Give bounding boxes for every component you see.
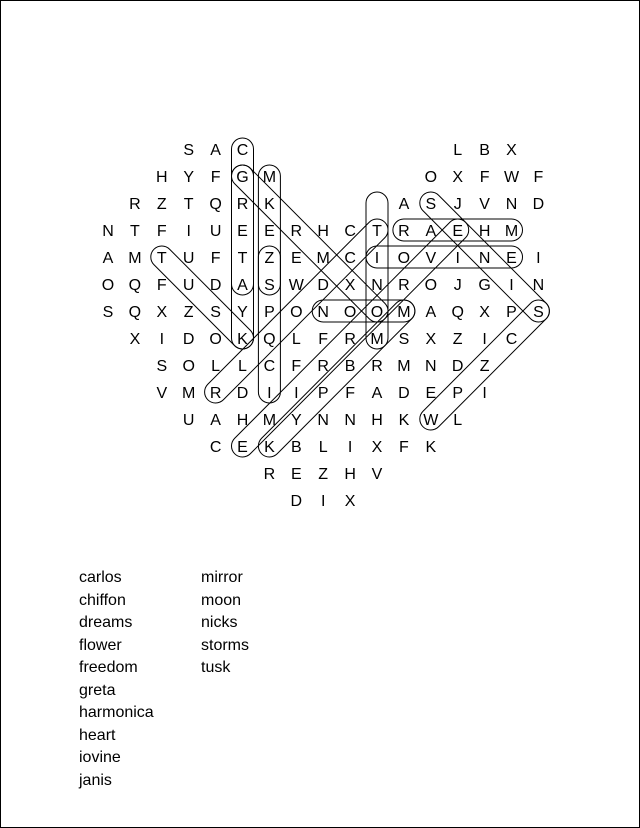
found-word-loop-carlos [232,138,254,295]
grid-letter[interactable]: R [236,196,249,213]
grid-letter[interactable]: H [236,412,249,429]
grid-letter[interactable]: F [210,250,221,267]
grid-letter[interactable]: I [536,250,541,267]
grid-letter[interactable]: S [102,304,114,321]
grid-letter[interactable]: R [398,223,410,240]
grid-letter[interactable]: A [425,223,437,240]
grid-letter[interactable]: X [452,169,464,186]
grid-letter[interactable]: W [423,412,439,429]
grid-letter[interactable]: C [505,331,518,348]
found-word-loop-mirror [254,295,420,461]
grid-letter[interactable]: I [482,331,487,348]
grid-letter[interactable]: B [290,439,302,456]
grid-letter[interactable]: Q [128,277,142,294]
found-word-loop-iovine [366,246,523,268]
grid-letter[interactable]: M [316,250,330,267]
grid-letter[interactable]: E [290,250,302,267]
grid-letter[interactable]: Y [290,412,302,429]
grid-letter[interactable]: H [371,412,383,429]
grid-letter[interactable]: X [479,304,490,321]
word-list-item: freedom [79,659,138,676]
word-list-item: tusk [201,659,231,676]
grid-letter[interactable]: U [182,412,195,429]
grid-letter[interactable]: R [129,196,141,213]
grid-letter[interactable]: F [479,169,490,186]
grid-letter[interactable]: I [374,250,380,267]
grid-letter[interactable]: A [371,385,383,402]
grid-letter[interactable]: R [398,277,410,294]
grid-letter[interactable]: O [370,304,384,321]
grid-letter[interactable]: G [478,277,491,294]
grid-letter[interactable]: C [263,358,276,375]
word-list-column-1 [79,567,154,792]
grid-letter[interactable]: V [156,385,168,402]
grid-letter[interactable]: V [425,250,437,267]
grid-letter[interactable]: N [505,196,518,213]
grid-letter[interactable]: L [453,412,463,429]
grid-letter[interactable]: B [344,358,356,375]
grid-letter[interactable]: I [267,385,272,402]
word-list-column-2 [201,567,249,680]
grid-letter[interactable]: N [532,277,545,294]
grid-letter[interactable]: N [371,277,383,294]
grid-letter[interactable]: I [159,331,165,348]
grid-letter[interactable]: A [102,250,114,267]
grid-letter[interactable]: I [455,250,460,267]
grid-letters [102,142,544,510]
grid-letter[interactable]: F [345,385,355,402]
grid-letter[interactable]: R [209,385,222,402]
grid-letter[interactable]: V [371,466,383,483]
grid-letter[interactable]: K [425,439,437,456]
grid-letter[interactable]: I [482,385,487,402]
grid-letter[interactable]: P [452,385,464,402]
grid-letter[interactable]: M [370,331,384,348]
grid-letter[interactable]: S [156,358,168,375]
grid-letter[interactable]: M [182,385,196,402]
grid-letter[interactable]: E [452,223,464,240]
grid-letter[interactable]: A [237,277,248,294]
word-list-item: heart [79,726,116,744]
word-list-item: janis [79,771,112,789]
grid-letter[interactable]: W [288,277,304,294]
found-word-loop-storms [366,192,388,349]
grid-letter[interactable]: D [398,385,410,402]
grid-letter[interactable]: O [424,277,438,294]
grid-letter[interactable]: O [290,304,303,321]
found-word-loop-dreams [258,246,280,403]
grid-letter[interactable]: K [264,196,275,213]
grid-letter[interactable]: X [344,277,356,294]
grid-letter[interactable]: C [344,223,356,240]
grid-letter[interactable]: Y [183,169,195,186]
grid-letter[interactable]: E [264,223,275,240]
grid-letter[interactable]: W [503,169,520,186]
grid-letter[interactable]: X [156,304,168,321]
grid-letter[interactable]: R [263,466,276,483]
grid-letter[interactable]: Z [183,304,194,321]
grid-letter[interactable]: X [344,493,356,510]
found-word-loop-flower [227,160,393,326]
grid-letter[interactable]: B [479,142,490,159]
grid-letter[interactable]: H [478,223,491,240]
grid-letter[interactable]: T [130,223,140,240]
grid-letter[interactable]: X [129,331,141,348]
grid-letter[interactable]: T [156,250,167,267]
word-list-item: dreams [79,614,133,631]
grid-letter[interactable]: U [182,250,195,267]
grid-letter[interactable]: D [451,358,464,375]
grid-letter[interactable]: L [238,358,247,375]
word-list-item: chiffon [79,591,126,609]
grid-letter[interactable]: O [209,331,222,348]
grid-letter[interactable]: N [317,412,329,429]
grid-letter[interactable]: N [102,223,114,240]
grid-letter[interactable]: A [425,304,437,321]
grid-letter[interactable]: D [290,493,303,510]
grid-letter[interactable]: Y [237,304,248,321]
word-list-item: storms [201,636,249,654]
grid-letter[interactable]: E [237,223,248,240]
grid-letter[interactable]: O [343,304,357,321]
grid-letter[interactable]: G [236,169,249,186]
grid-letter[interactable]: F [318,331,329,348]
grid-letter[interactable]: N [344,412,356,429]
grid-letter[interactable]: M [397,358,411,375]
grid-letter[interactable]: Z [479,358,490,375]
grid-letter[interactable]: K [237,331,248,348]
grid-letter[interactable]: O [101,277,115,294]
grid-letter[interactable]: E [425,385,437,402]
grid-letter[interactable]: F [399,439,409,456]
grid-letter[interactable]: I [320,493,326,510]
grid-letter[interactable]: Q [128,304,142,321]
grid-letter[interactable]: R [290,223,303,240]
word-list-item: carlos [79,569,122,586]
word-list-item: moon [201,591,242,609]
grid-letter[interactable]: K [264,439,275,456]
grid-letter[interactable]: S [398,331,410,348]
grid-letter[interactable]: N [425,358,437,375]
grid-letter[interactable]: H [344,466,356,483]
grid-letter[interactable]: C [209,439,222,456]
grid-letter[interactable]: P [506,304,517,321]
grid-letter[interactable]: L [453,142,463,159]
grid-letter[interactable]: F [156,277,167,294]
grid-letter[interactable]: S [533,304,544,321]
grid-letter[interactable]: Z [156,196,167,213]
grid-letter[interactable]: U [209,223,222,240]
word-list-item: iovine [79,749,121,766]
grid-letter[interactable]: O [182,358,195,375]
grid-letter[interactable]: F [210,169,221,186]
word-search-grid[interactable] [1,1,639,541]
grid-letter[interactable]: X [371,439,383,456]
grid-letter[interactable]: C [344,250,356,267]
grid-letter[interactable]: I [509,277,514,294]
grid-letter[interactable]: P [264,304,275,321]
grid-letter[interactable]: R [317,358,329,375]
grid-letter[interactable]: S [264,277,275,294]
word-list-item: nicks [201,614,238,631]
grid-letter[interactable]: I [294,385,299,402]
word-list-item: mirror [201,569,243,586]
grid-letter[interactable]: J [453,277,462,294]
grid-letter[interactable]: P [317,385,329,402]
grid-letter[interactable]: Q [263,331,276,348]
grid-letter[interactable]: A [398,196,410,213]
grid-letter[interactable]: D [236,385,249,402]
grid-letter[interactable]: J [453,196,462,213]
grid-letter[interactable]: M [262,412,277,429]
grid-letter[interactable]: F [156,223,167,240]
grid-letter[interactable]: T [372,223,382,240]
grid-letter[interactable]: D [182,331,195,348]
grid-letter[interactable]: E [506,250,517,267]
grid-letter[interactable]: S [425,196,437,213]
grid-letter[interactable]: E [237,439,248,456]
grid-letter[interactable]: X [425,331,437,348]
grid-letter[interactable]: I [186,223,191,240]
grid-letter[interactable]: Z [452,331,463,348]
grid-letter[interactable]: F [291,358,302,375]
grid-letter[interactable]: Z [264,250,275,267]
grid-letter[interactable]: S [210,304,221,321]
grid-letter[interactable]: S [183,142,195,159]
grid-letter[interactable]: R [371,358,383,375]
grid-letter[interactable]: X [506,142,517,159]
grid-letter[interactable]: N [478,250,491,267]
grid-letter[interactable]: D [317,277,329,294]
word-list-item: flower [79,636,122,654]
grid-letter[interactable]: M [397,304,411,321]
grid-letter[interactable]: A [210,142,221,159]
grid-letter[interactable]: L [291,331,301,348]
word-list-item: harmonica [79,704,154,721]
grid-letter[interactable]: M [128,250,142,267]
grid-letter[interactable]: Z [318,466,329,483]
grid-letter[interactable]: Q [209,196,222,213]
grid-letter[interactable]: F [533,169,544,186]
word-list-item: greta [79,681,116,699]
grid-letter[interactable]: L [318,439,328,456]
grid-letter[interactable]: I [347,439,353,456]
grid-letter[interactable]: D [532,196,545,213]
grid-letter[interactable]: D [209,277,222,294]
grid-letter[interactable]: N [317,304,329,321]
grid-letter[interactable]: H [317,223,329,240]
grid-letter[interactable]: K [398,412,410,429]
grid-letter[interactable]: R [344,331,356,348]
grid-letter[interactable]: U [182,277,195,294]
grid-letter[interactable]: C [236,142,249,159]
grid-letter[interactable]: L [211,358,221,375]
grid-letter[interactable]: M [262,169,277,186]
grid-letter[interactable]: O [424,169,438,186]
grid-letter[interactable]: A [210,412,221,429]
grid-letter[interactable]: Q [451,304,464,321]
grid-letter[interactable]: T [183,196,194,213]
grid-letter[interactable]: O [397,250,411,267]
grid-letter[interactable]: E [290,466,302,483]
grid-letter[interactable]: T [237,250,248,267]
grid-letter[interactable]: V [479,196,490,213]
grid-letter[interactable]: M [504,223,519,240]
grid-letter[interactable]: H [156,169,168,186]
